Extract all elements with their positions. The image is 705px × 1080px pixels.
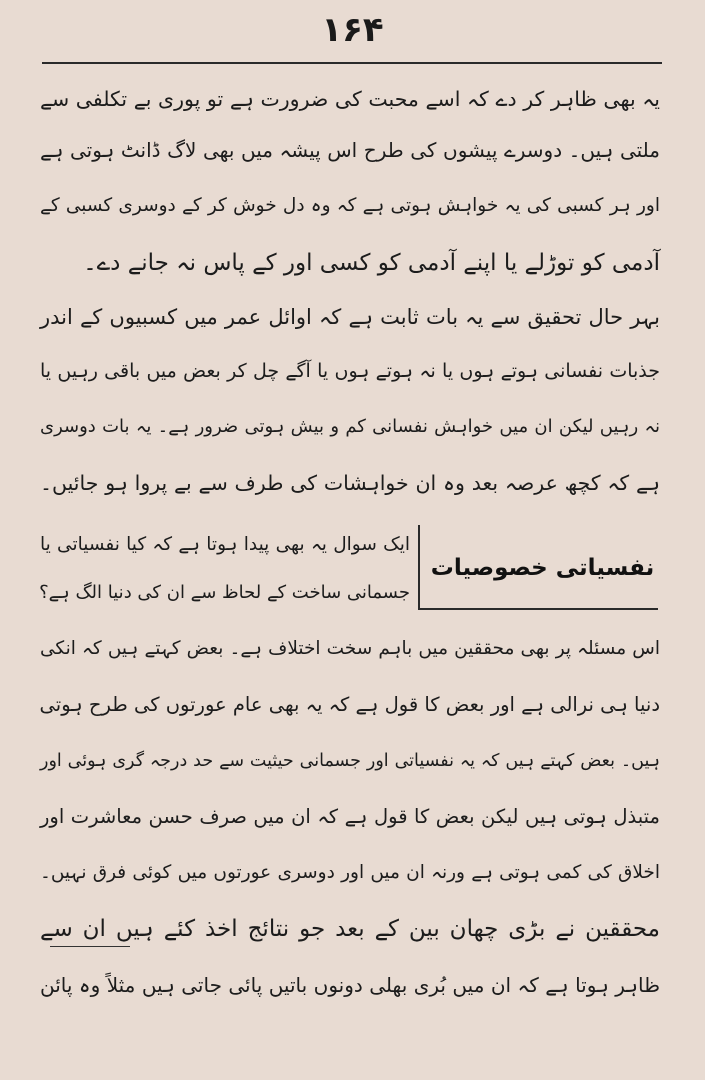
text-line: نہ رہیں لیکن ان میں خواہش نفسانی کم و بیش ہوتی ضرور ہے۔ یہ بات دوسری	[40, 416, 660, 437]
text-line: جذبات نفسانی ہوتے ہوں یا نہ ہوتے ہوں یا آگے چل کر بعض میں باقی رہیں یا	[40, 360, 660, 382]
text-line: ظاہر ہوتا ہے کہ ان میں بُری بھلی دونوں باتیں پائی جاتی ہیں مثلاً وہ پائن	[40, 973, 660, 997]
header-rule	[42, 62, 662, 64]
text-line: اور ہر کسبی کی یہ خواہش ہوتی ہے کہ وہ دل خوش کر کے دوسری کسبی کے	[40, 195, 660, 216]
text-line: ہیں۔ بعض کہتے ہیں کہ یہ نفسیاتی اور جسمانی حیثیت سے حد درجہ گری ہوئی اور	[40, 751, 660, 771]
side-text-line: ایک سوال یہ بھی پیدا ہوتا ہے کہ کیا نفسیاتی یا	[40, 534, 410, 555]
text-line: اس مسئلہ پر بھی محققین میں باہم سخت اختلاف ہے۔ بعض کہتے ہیں کہ انکی	[40, 638, 660, 659]
side-text-line: جسمانی ساخت کے لحاظ سے ان کی دنیا الگ ہے؟	[39, 582, 410, 603]
text-line: آدمی کو توڑلے یا اپنے آدمی کو کسی اور کے پاس نہ جانے دے۔	[83, 250, 660, 276]
underline-mark	[50, 946, 130, 947]
text-line: محققین نے بڑی چھان بین کے بعد جو نتائج اخذ کئے ہیں ان سے	[40, 916, 660, 942]
text-line: ملتی ہیں۔ دوسرے پیشوں کی طرح اس پیشہ میں بھی لاگ ڈانٹ ہوتی ہے	[40, 138, 660, 162]
text-line: بہر حال تحقیق سے یہ بات ثابت ہے کہ اوائل عمر میں کسبیوں کے اندر	[40, 305, 660, 329]
page-number: ۱۶۴	[321, 10, 384, 50]
text-line: یہ بھی ظاہر کر دے کہ اسے محبت کی ضرورت ہے تو پوری بے تکلفی سے	[40, 87, 660, 111]
text-line: اخلاق کی کمی ہوتی ہے ورنہ ان میں اور دوسری عورتوں میں کوئی فرق نہیں۔	[40, 862, 660, 883]
text-line: دنیا ہی نرالی ہے اور بعض کا قول ہے کہ یہ بھی عام عورتوں کی طرح ہوتی	[39, 693, 660, 716]
text-line: ہے کہ کچھ عرصہ بعد وہ ان خواہشات کی طرف سے بے پروا ہو جائیں۔	[40, 471, 660, 495]
side-heading: نفسیاتی خصوصیات	[430, 555, 655, 581]
text-line: متبذل ہوتی ہیں لیکن بعض کا قول ہے کہ ان میں صرف حسن معاشرت اور	[40, 805, 660, 828]
